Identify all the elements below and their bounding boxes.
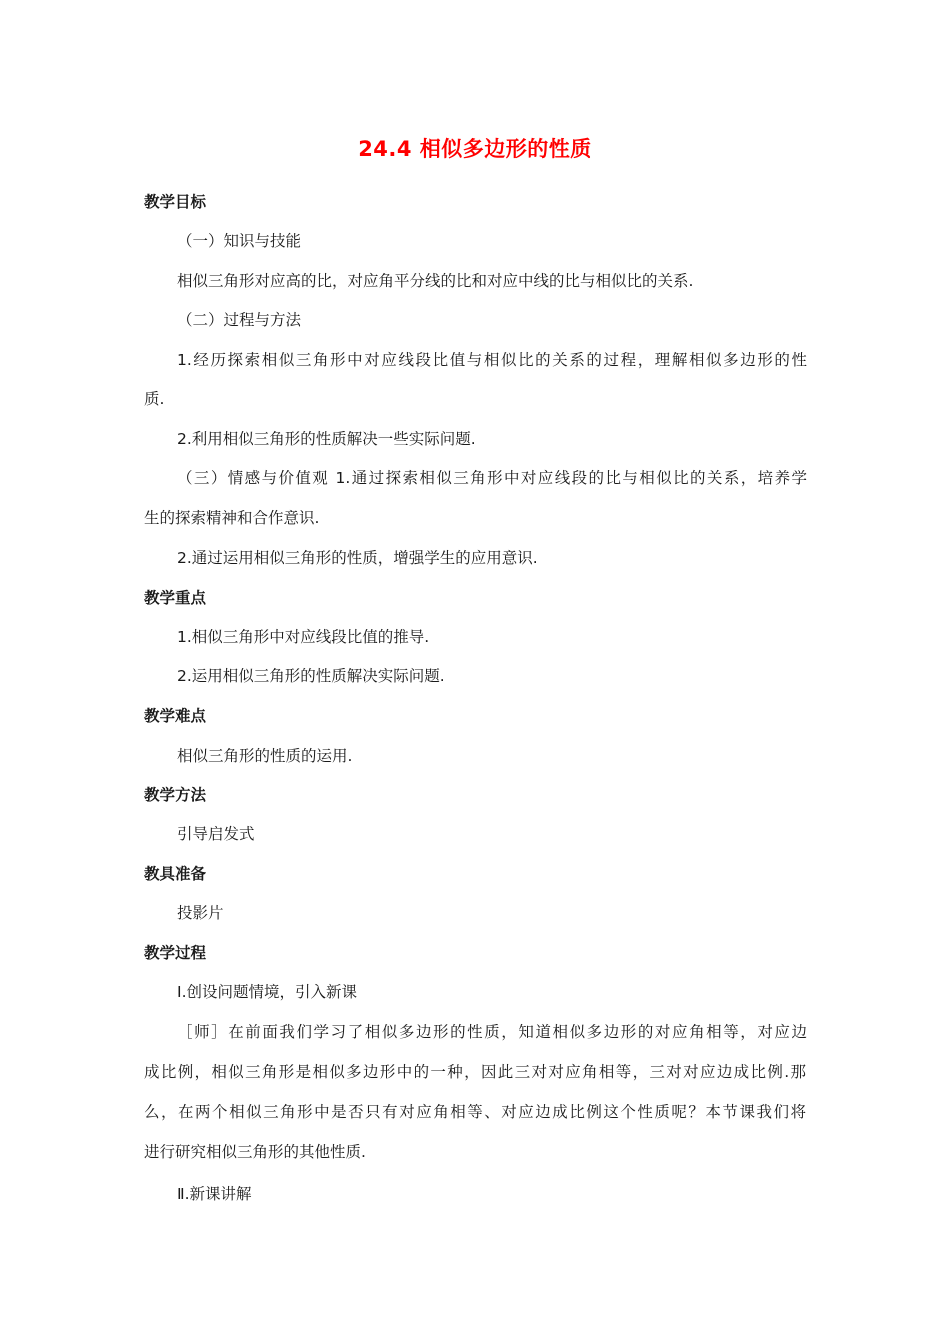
paragraph-line: 质. [144, 390, 165, 408]
paragraph-line: 相似三角形的性质的运用. [177, 747, 353, 765]
paragraph-line: 生的探索精神和合作意识. [144, 509, 320, 527]
paragraph-line: 成比例，相似三角形是相似多边形中的一种，因此三对对应角相等，三对对应边成比例.那 [144, 1063, 806, 1081]
paragraph-line: 引导启发式 [177, 825, 255, 843]
heading-key-points: 教学重点 [144, 589, 207, 607]
paragraph-line: Ⅱ.新课讲解 [177, 1185, 252, 1203]
paragraph-line: 2.运用相似三角形的性质解决实际问题. [177, 667, 445, 685]
heading-teaching-process: 教学过程 [144, 944, 207, 962]
paragraph-line: Ⅰ.创设问题情境，引入新课 [177, 983, 357, 1001]
paragraph-line: 相似三角形对应高的比，对应角平分线的比和对应中线的比与相似比的关系. [177, 272, 694, 290]
heading-teaching-goals: 教学目标 [144, 193, 207, 211]
paragraph-line: 1.相似三角形中对应线段比值的推导. [177, 628, 430, 646]
subheading-process-method: （二）过程与方法 [177, 311, 302, 329]
subheading-knowledge-skills: （一）知识与技能 [177, 232, 302, 250]
paragraph-line: 投影片 [177, 904, 224, 922]
paragraph-line: 2.通过运用相似三角形的性质，增强学生的应用意识. [177, 549, 538, 567]
paragraph-line: 么，在两个相似三角形中是否只有对应角相等、对应边成比例这个性质呢？本节课我们将 [144, 1103, 806, 1121]
paragraph-line: 进行研究相似三角形的其他性质. [144, 1143, 366, 1161]
heading-teaching-aids: 教具准备 [144, 865, 207, 883]
heading-difficulties: 教学难点 [144, 707, 207, 725]
paragraph-line: （三）情感与价值观 1.通过探索相似三角形中对应线段的比与相似比的关系，培养学 [177, 469, 807, 487]
paragraph-line: 2.利用相似三角形的性质解决一些实际问题. [177, 430, 476, 448]
heading-teaching-method: 教学方法 [144, 786, 207, 804]
paragraph-line: ［师］在前面我们学习了相似多边形的性质，知道相似多边形的对应角相等，对应边 [177, 1023, 807, 1041]
paragraph-line: 1.经历探索相似三角形中对应线段比值与相似比的关系的过程，理解相似多边形的性 [177, 351, 807, 369]
document-title: 24.4 相似多边形的性质 [358, 137, 592, 161]
